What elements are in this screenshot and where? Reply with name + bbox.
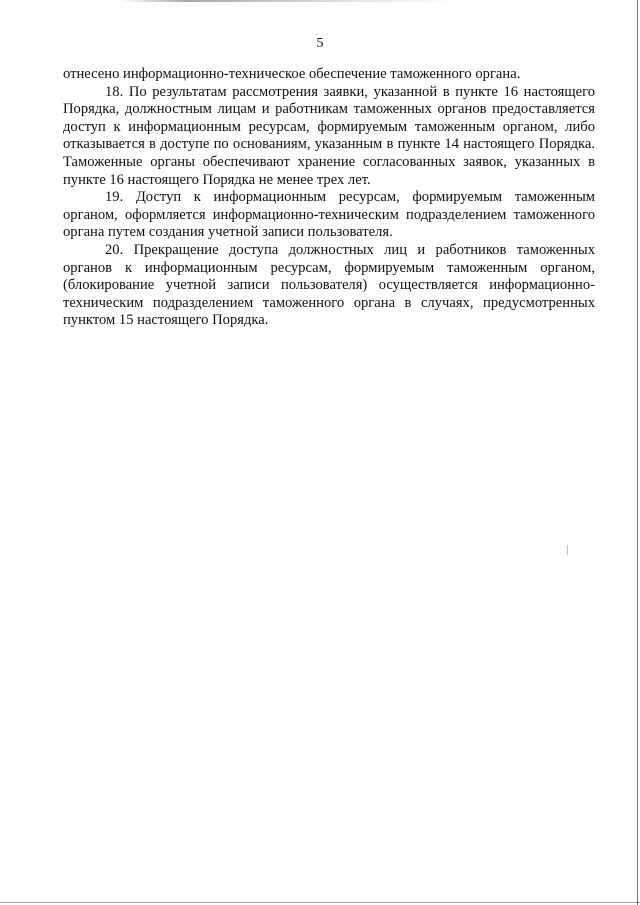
scan-edge-bottom	[0, 902, 640, 903]
scan-speck	[567, 545, 568, 555]
page-number: 5	[316, 36, 324, 51]
paragraph-item-19: 19. Доступ к информационным ресурсам, формируемым таможенным органом, оформляется информационно-техническим подразделением таможенного органа путем создания учетной записи пользователя.	[63, 189, 595, 241]
scan-edge-right	[637, 0, 638, 905]
scan-edge-top	[120, 0, 460, 2]
paragraph-continuation: отнесено информационно-техническое обеспечение таможенного органа.	[63, 66, 521, 82]
paragraph-item-20: 20. Прекращение доступа должностных лиц и работников таможенных органов к информационным ресурсам, формируемым таможенным органом, (блокирование учетной записи пользователя) осуществляется информационно-техническим подразделением таможенного органа в случаях, предусмотренных пунктом 15 настоящего Порядка.	[63, 241, 595, 329]
paragraph-item-18: 18. По результатам рассмотрения заявки, указанной в пункте 16 настоящего Порядка, должностным лицам и работникам таможенных органов предоставляется доступ к информационным ресурсам, формируемым таможенным органом, либо отказывается в доступе по основаниям, указанным в пункте 14 настоящего Порядка. Таможенные органы обеспечивают хранение согласованных заявок, указанных в пункте 16 настоящего Порядка не менее трех лет.	[63, 83, 595, 188]
body-text	[63, 66, 595, 330]
